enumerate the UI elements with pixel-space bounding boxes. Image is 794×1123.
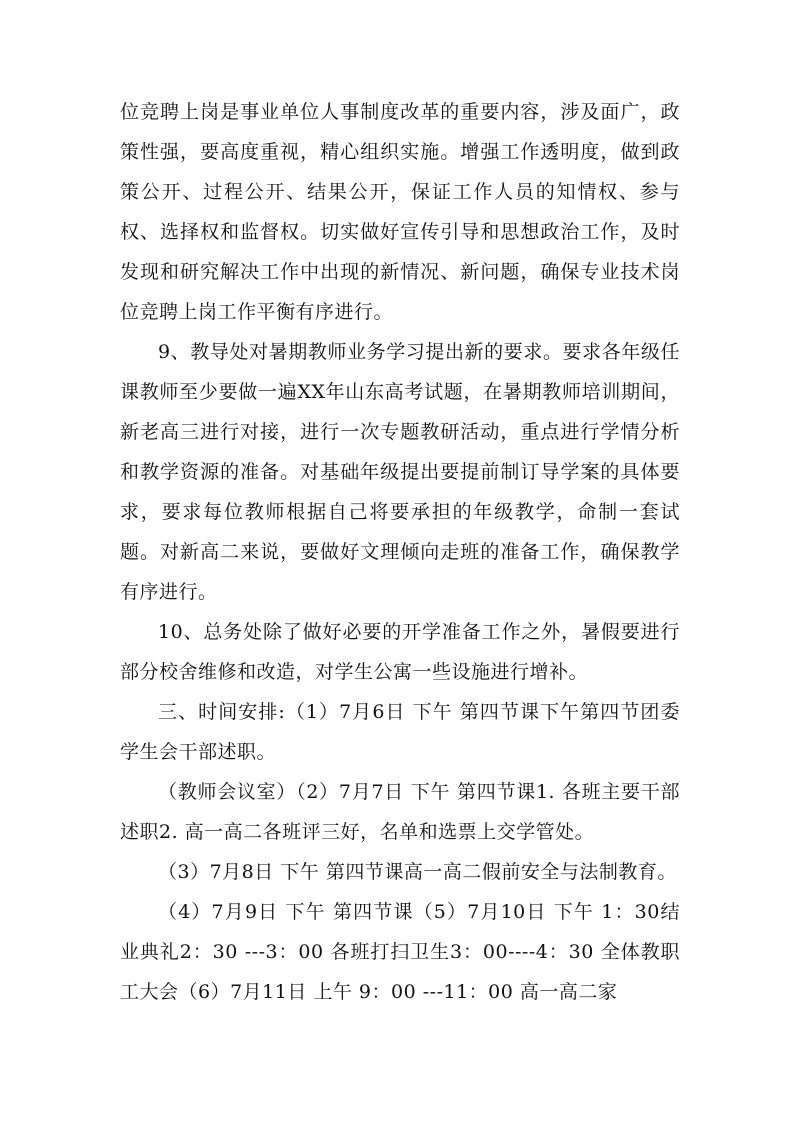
paragraph-schedule-3: （3）7月8日 下午 第四节课高一高二假前安全与法制教育。	[158, 861, 677, 883]
paragraph-schedule-4-6: （4）7月9日 下午 第四节课（5）7月10日 下午 1：30结业典礼2：30 ---3：00 各班打扫卫生3：00----4：30 全体教职工大会（6）7月11日 上午 9：00 ---11：00 高一高二家	[120, 901, 680, 1003]
paragraph-schedule-heading: 三、时间安排:（1）7月6日 下午 第四节课下午第四节团委学生会干部述职。	[120, 701, 680, 763]
paragraph-continuation: 位竞聘上岗是事业单位人事制度改革的重要内容，涉及面广，政策性强，要高度重视，精心组织实施。增强工作透明度，做到政策公开、过程公开、结果公开，保证工作人员的知情权、参与权、选择权和监督权。切实做好宣传引导和思想政治工作，及时发现和研究解决工作中出现的新情况、新问题，确保专业技术岗位竞聘上岗工作平衡有序进行。	[120, 101, 680, 323]
paragraph-schedule-2: （教师会议室）（2）7月7日 下午 第四节课1. 各班主要干部述职2. 高一高二各班评三好，名单和选票上交学管处。	[120, 781, 680, 843]
paragraph-item-9: 9、教导处对暑期教师业务学习提出新的要求。要求各年级任课教师至少要做一遍XX年山东高考试题，在暑期教师培训期间，新老高三进行对接，进行一次专题教研活动，重点进行学情分析和教学资源的准备。对基础年级提出要提前制订导学案的具体要求，要求每位教师根据自己将要承担的年级教学，命制一套试题。对新高二来说，要做好文理倾向走班的准备工作，确保教学有序进行。	[120, 341, 680, 603]
paragraph-item-10: 10、总务处除了做好必要的开学准备工作之外，暑假要进行部分校舍维修和改造，对学生公寓一些设施进行增补。	[120, 621, 680, 683]
document-body	[120, 92, 680, 1012]
